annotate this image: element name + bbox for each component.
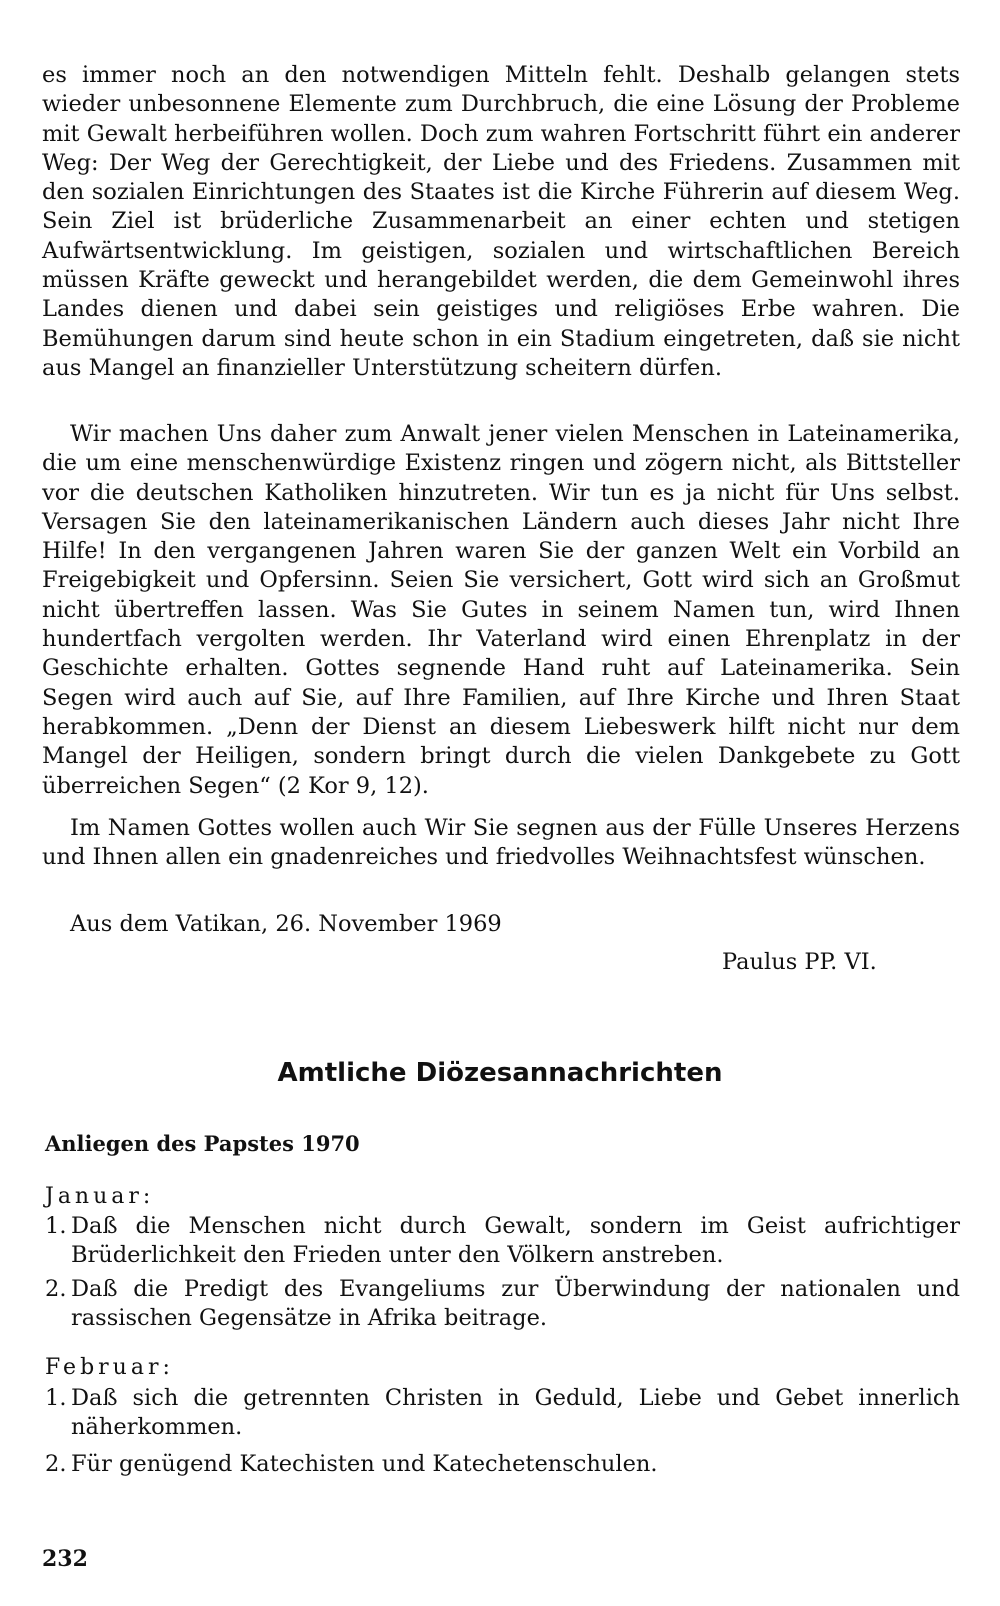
letter-paragraph-1: es immer noch an den notwendigen Mitteln fehlt. Deshalb gelangen stets wieder unbesonnene Elemente zum Durchbruch, die eine Lösung der Probleme mit Gewalt herbeiführen wollen. Doch zum wahren Fortschritt führt ein anderer Weg: Der Weg der Gerechtigkeit, der Liebe und des Friedens. Zusammen mit den sozialen Einrichtungen des Staates ist die Kirche Führerin auf diesem Weg. Sein Ziel ist brüderliche Zusammenarbeit an einer echten und stetigen Aufwärtsentwicklung. Im geistigen, sozialen und wirtschaftlichen Bereich müssen Kräfte geweckt und herangebildet werden, die dem Gemeinwohl ihres Landes dienen und dabei sein geistiges und religiöses Erbe wahren. Die Bemühungen darum sind heute schon in ein Stadium eingetreten, daß sie nicht aus Mangel an finanzieller Unterstützung scheitern dürfen. (42, 62, 960, 381)
list-item (45, 1212, 960, 1270)
list-item-text: Daß die Predigt des Evangeliums zur Überwindung der nationalen und rassischen Gegensätze in Afrika beitrage. (71, 1276, 960, 1331)
letter-paragraph-2: Wir machen Uns daher zum Anwalt jener vielen Menschen in Lateinamerika, die um eine menschenwürdige Existenz ringen und zögern nicht, als Bittsteller vor die deutschen Katholiken hinzutreten. Wir tun es ja nicht für Uns selbst. Versagen Sie den lateinamerikanischen Ländern auch dieses Jahr nicht Ihre Hilfe! In den vergangenen Jahren waren Sie der ganzen Welt ein Vorbild an Freigebigkeit und Opfersinn. Seien Sie versichert, Gott wird sich an Großmut nicht übertreffen lassen. Was Sie Gutes in seinem Namen tun, wird Ihnen hundertfach vergolten werden. Ihr Vaterland wird einen Ehrenplatz in der Geschichte erhalten. Gottes segnende Hand ruht auf Lateinamerika. Sein Segen wird auch auf Sie, auf Ihre Familien, auf Ihre Kirche und Ihren Staat herabkommen. „Denn der Dienst an diesem Liebeswerk hilft nicht nur dem Mangel der Heiligen, sondern bringt durch die vielen Dankgebete zu Gott überreichen Segen“ (2 Kor 9, 12). (42, 421, 960, 799)
list-item-number: 1. (45, 1213, 67, 1239)
list-item-number: 1. (45, 1385, 67, 1411)
page-number: 232 (42, 1546, 88, 1572)
section-subheading: Anliegen des Papstes 1970 (45, 1131, 360, 1156)
signature: Paulus PP. VI. (722, 949, 877, 975)
list-item-text: Für genügend Katechisten und Katechetenschulen. (71, 1451, 658, 1477)
list-item-text: Daß die Menschen nicht durch Gewalt, sondern im Geist aufrichtiger Brüderlichkeit den Frieden unter den Völkern anstreben. (71, 1213, 960, 1268)
month-label-januar: Januar: (45, 1184, 155, 1209)
place-date: Aus dem Vatikan, 26. November 1969 (70, 911, 502, 937)
list-item-number: 2. (45, 1451, 67, 1477)
list-item (45, 1275, 960, 1333)
list-item-number: 2. (45, 1276, 67, 1302)
list-item-text: Daß sich die getrennten Christen in Geduld, Liebe und Gebet innerlich näherkommen. (71, 1385, 960, 1440)
list-item (45, 1450, 960, 1479)
month-label-februar: Februar: (45, 1355, 174, 1380)
section-heading: Amtliche Diözesannachrichten (277, 1058, 723, 1088)
letter-paragraph-3: Im Namen Gottes wollen auch Wir Sie segnen aus der Fülle Unseres Herzens und Ihnen allen ein gnadenreiches und friedvolles Weihnachtsfest wünschen. (42, 815, 960, 871)
list-item (45, 1384, 960, 1442)
